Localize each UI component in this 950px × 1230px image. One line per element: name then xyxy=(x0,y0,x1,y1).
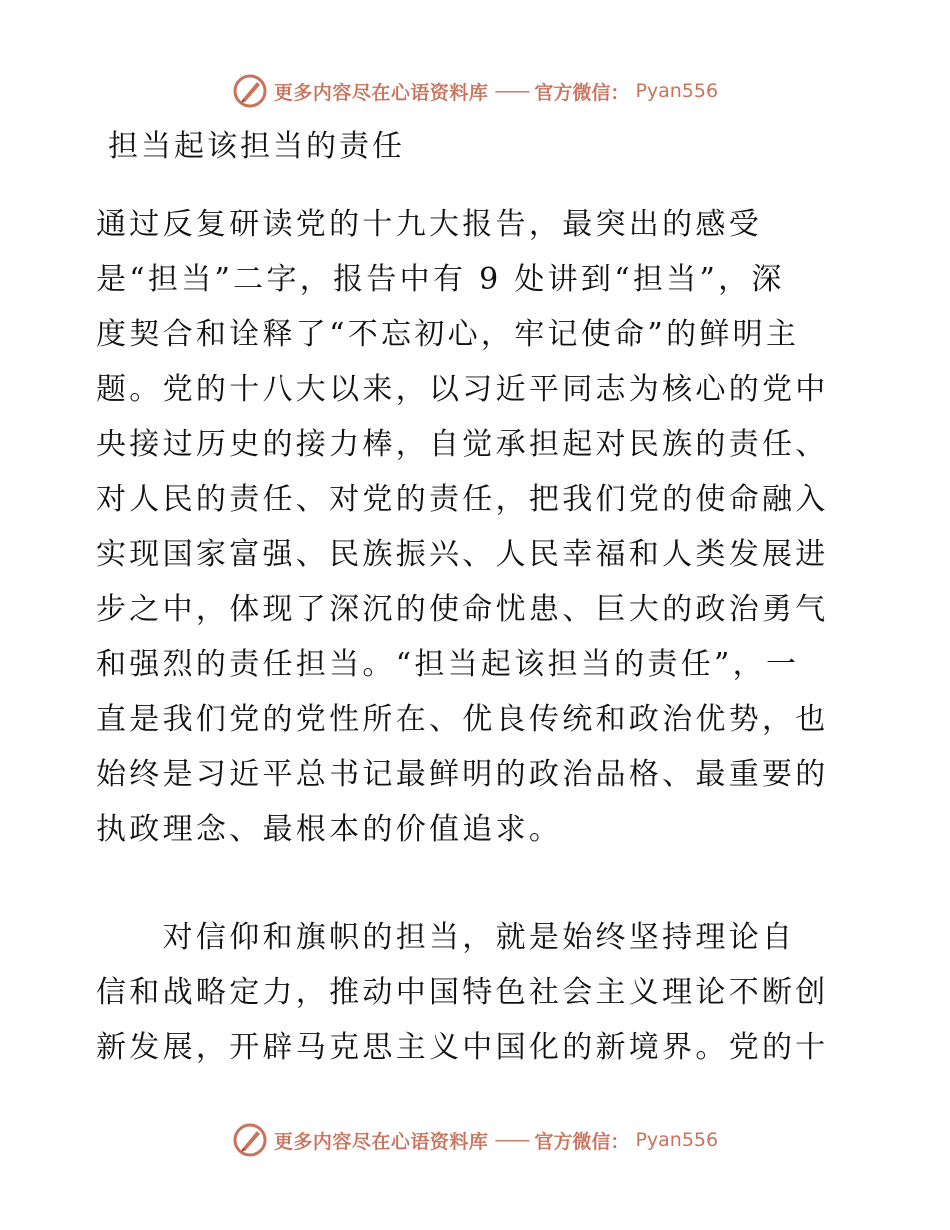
text-line: 信和战略定力，推动中国特色社会主义理论不断创 xyxy=(96,975,829,1010)
text-line: 央接过历史的接力棒，自觉承担起对民族的责任、 xyxy=(96,427,829,462)
text-line: 对信仰和旗帜的担当，就是始终坚持理论自 xyxy=(96,920,796,955)
watermark-main-text: 更多内容尽在心语资料库 xyxy=(273,1130,489,1153)
text-line: 实现国家富强、民族振兴、人民幸福和人类发展进 xyxy=(96,537,829,572)
text-line: 新发展，开辟马克思主义中国化的新境界。党的十 xyxy=(96,1030,829,1065)
header-watermark xyxy=(0,71,950,111)
text-line: 步之中，体现了深沉的使命忧患、巨大的政治勇气 xyxy=(96,592,829,627)
text-line: 对人民的责任、对党的责任，把我们党的使命融入 xyxy=(96,482,829,517)
text-line: 和强烈的责任担当。“担当起该担当的责任”，一 xyxy=(96,647,800,682)
watermark-wechat-label: 官方微信： xyxy=(534,1130,630,1153)
watermark-dash: —— xyxy=(494,1129,529,1151)
watermark-main-text: 更多内容尽在心语资料库 xyxy=(273,81,489,104)
quill-pen-icon xyxy=(232,73,268,109)
text-line: 度契合和诠释了“不忘初心，牢记使命”的鲜明主 xyxy=(96,317,800,352)
text-line: 始终是习近平总书记最鲜明的政治品格、最重要的 xyxy=(96,757,829,792)
paragraph-2 xyxy=(96,910,856,1075)
text-line: 题。党的十八大以来，以习近平同志为核心的党中 xyxy=(96,372,829,407)
paragraph-1 xyxy=(96,197,856,857)
text-line: 是“担当”二字，报告中有 9 处讲到“担当”，深 xyxy=(96,262,785,297)
document-title: 担当起该担当的责任 xyxy=(108,129,405,164)
text-line: 通过反复研读党的十九大报告，最突出的感受 xyxy=(96,207,762,242)
text-line: 直是我们党的党性所在、优良传统和政治优势，也 xyxy=(96,702,829,737)
footer-watermark xyxy=(0,1120,950,1160)
watermark-wechat-id: Pyan556 xyxy=(635,1129,719,1151)
watermark-dash: —— xyxy=(494,80,529,102)
watermark-wechat-label: 官方微信： xyxy=(534,81,630,104)
quill-pen-icon xyxy=(232,1122,268,1158)
text-line: 执政理念、最根本的价值追求。 xyxy=(96,812,563,847)
watermark-wechat-id: Pyan556 xyxy=(635,80,719,102)
